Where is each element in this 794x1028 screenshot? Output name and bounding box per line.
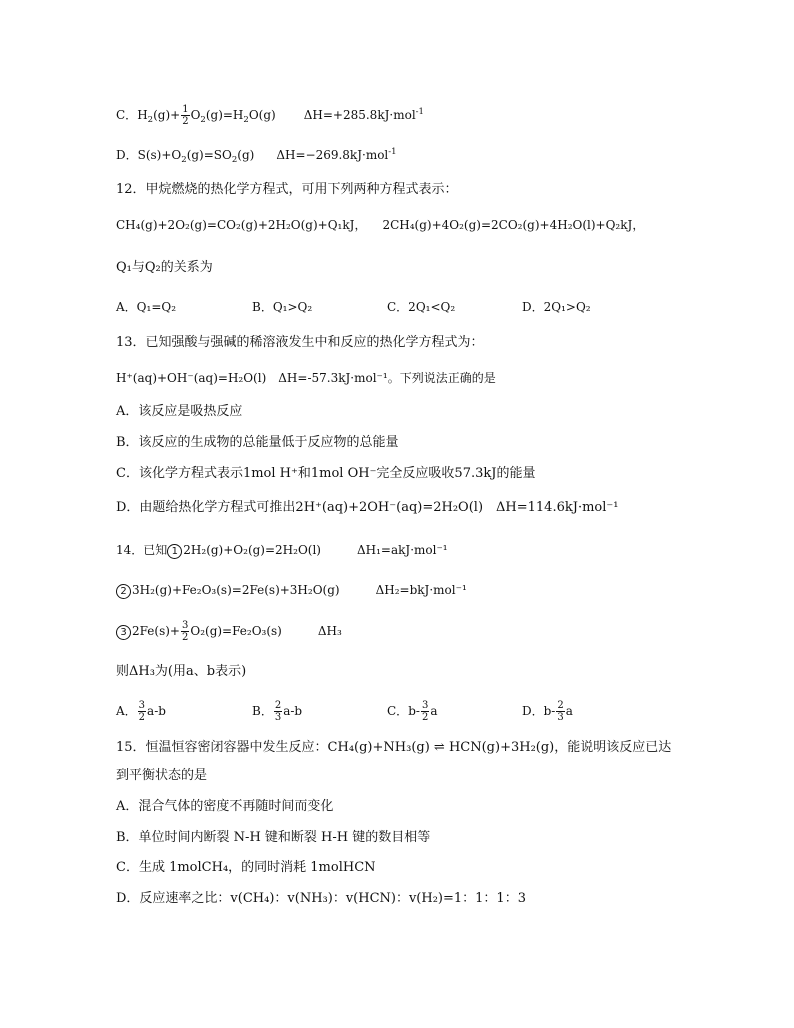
q11-option-d: D．$S(s)+O_2(g)=SO_2(g)$ ΔH=−269.8kJ·mol$^{-1}$ <box>116 147 397 165</box>
q14-stem: 14．已知 1 2H₂(g)+O₂(g)=2H₂O(l) ΔH₁=akJ·mol⁻¹ <box>116 543 448 557</box>
q13-option-a: A．该反应是吸热反应 <box>116 404 243 419</box>
circled-number-1: 1 <box>167 544 182 559</box>
q15-option-c: C．生成 1molCH₄，的同时消耗 1molHCN <box>116 860 376 875</box>
q14-ask: 则ΔH₃为(用a、b表示) <box>116 664 247 679</box>
q14-option-d: D．b- $\frac{2}{3}$ a <box>522 700 573 723</box>
q13-option-c: C．该化学方程式表示1mol H⁺和1mol OH⁻完全反应吸收57.3kJ的能量 <box>116 466 536 481</box>
q12-stem: 12．甲烷燃烧的热化学方程式，可用下列两种方程式表示： <box>116 182 458 197</box>
q12-relation: Q₁与Q₂的关系为 <box>116 260 213 275</box>
q12-equations: CH₄(g)+2O₂(g)=CO₂(g)+2H₂O(g)+Q₁kJ， 2CH₄(g)+4O₂(g)=2CO₂(g)+4H₂O(l)+Q₂kJ， <box>116 218 645 232</box>
q14-equation-2: 2 3H₂(g)+Fe₂O₃(s)=2Fe(s)+3H₂O(g) ΔH₂=bkJ·mol⁻¹ <box>116 580 467 600</box>
q12-option-c: C．2Q₁<Q₂ <box>387 300 456 314</box>
q15-stem-line2: 到平衡状态的是 <box>116 768 208 783</box>
fraction: $\frac{3}{2}$ <box>181 620 189 643</box>
q13-equation: H⁺(aq)+OH⁻(aq)=H₂O(l) ΔH=-57.3kJ·mol⁻¹。下列说法正确的是 <box>116 371 496 385</box>
fraction: $\frac{1}{2}$ <box>182 104 189 127</box>
q12-option-a: A．Q₁=Q₂ <box>116 300 177 314</box>
q11-option-c: C．$H_2(g)+$ $\frac{1}{2}$ $O_2(g)=H_2O(g)$ ΔH=+285.8kJ·mol$^{-1}$ <box>116 104 424 127</box>
q13-option-b: B．该反应的生成物的总能量低于反应物的总能量 <box>116 435 399 450</box>
q13-option-d: D．由题给热化学方程式可推出2H⁺(aq)+2OH⁻(aq)=2H₂O(l) ΔH=114.6kJ·mol⁻¹ <box>116 500 619 515</box>
q12-option-b: B．Q₁>Q₂ <box>252 300 313 314</box>
circled-number-2: 2 <box>116 584 131 599</box>
q14-option-a: A． $\frac{3}{2}$ a-b <box>116 700 166 723</box>
q14-option-b: B． $\frac{2}{3}$ a-b <box>252 700 303 723</box>
q14-option-c: C．b- $\frac{3}{2}$ a <box>387 700 438 723</box>
circled-number-3: 3 <box>116 625 131 640</box>
q14-equation-3: 3 2Fe(s)+ $\frac{3}{2}$ O₂(g)=Fe₂O₃(s) ΔH₃ <box>116 620 342 643</box>
q15-option-b: B．单位时间内断裂 N-H 键和断裂 H-H 键的数目相等 <box>116 830 431 845</box>
q12-option-d: D．2Q₁>Q₂ <box>522 300 591 314</box>
q15-option-d: D．反应速率之比：v(CH₄)：v(NH₃)：v(HCN)：v(H₂)=1：1：1：3 <box>116 891 526 906</box>
q13-stem: 13．已知强酸与强碱的稀溶液发生中和反应的热化学方程式为： <box>116 335 484 350</box>
q15-stem-line1: 15．恒温恒容密闭容器中发生反应：CH₄(g)+NH₃(g) ⇌ HCN(g)+3H₂(g)，能说明该反应已达 <box>116 740 672 755</box>
q15-option-a: A．混合气体的密度不再随时间而变化 <box>116 799 334 814</box>
